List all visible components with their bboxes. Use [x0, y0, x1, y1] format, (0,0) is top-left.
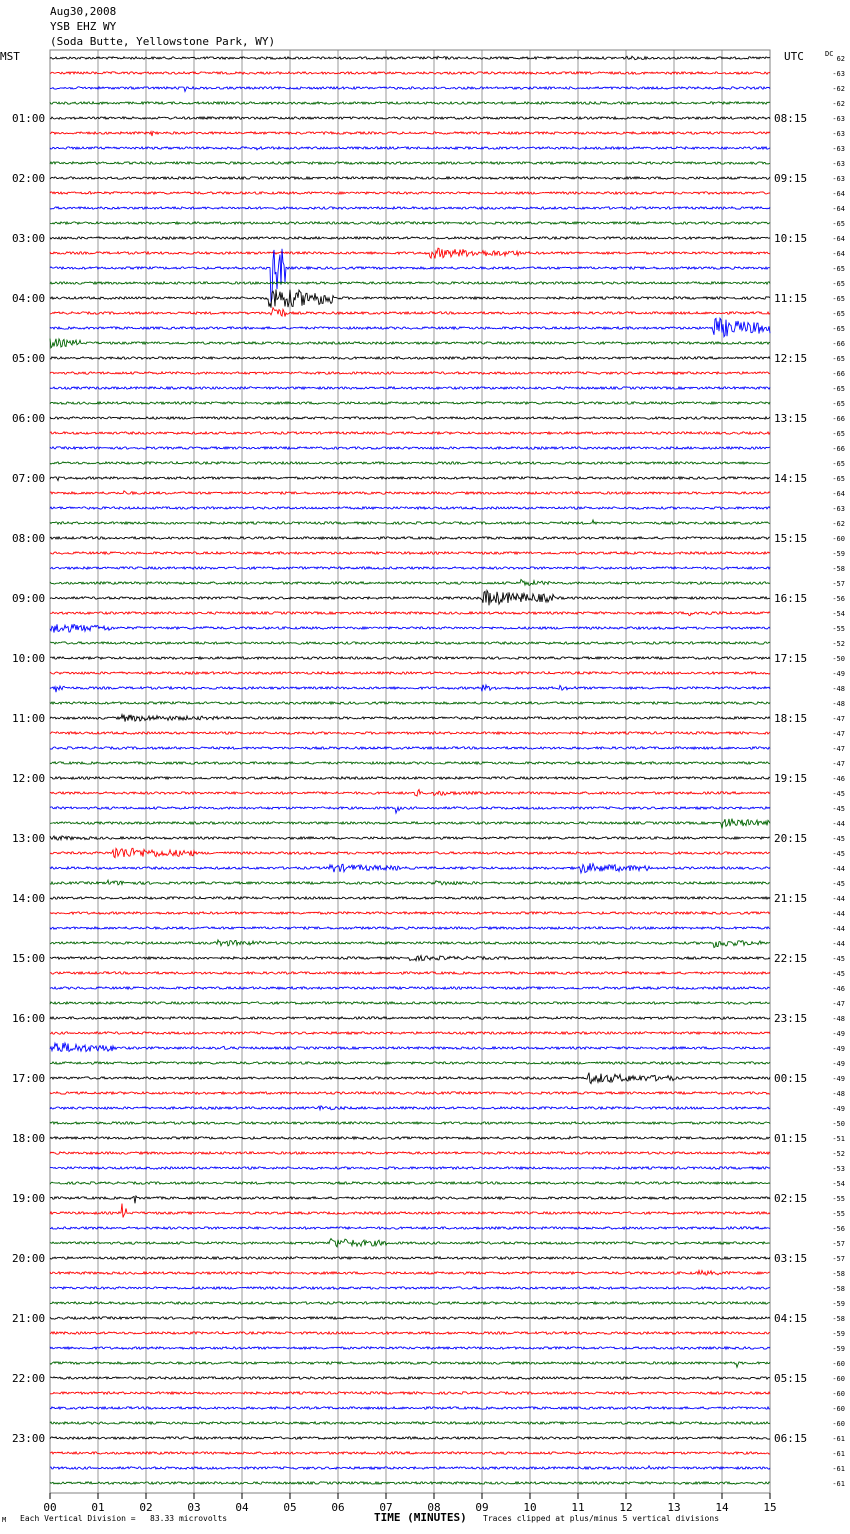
trace-line — [50, 1317, 770, 1319]
left-hour-label: 19:00 — [12, 1192, 46, 1205]
left-hour-label: 12:00 — [12, 772, 46, 785]
left-hour-label: 18:00 — [12, 1132, 46, 1145]
right-hour-label: 11:15 — [774, 292, 808, 305]
right-hour-label: 18:15 — [774, 712, 808, 725]
trace-line — [50, 848, 770, 857]
trace-line — [50, 1392, 770, 1394]
dc-offset-label: -60 — [832, 1405, 845, 1413]
right-hour-label: 23:15 — [774, 1012, 808, 1025]
trace-line — [50, 1227, 770, 1229]
trace-line — [50, 1182, 770, 1184]
x-tick-label: 08 — [427, 1501, 441, 1514]
dc-offset-label: -65 — [832, 295, 845, 303]
corner-mark: M — [2, 1516, 7, 1524]
trace-line — [50, 432, 770, 434]
dc-offset-label: -65 — [832, 430, 845, 438]
trace-line — [50, 222, 770, 224]
trace-line — [50, 672, 770, 674]
left-hour-label: 01:00 — [12, 112, 46, 125]
dc-offset-label: -44 — [832, 895, 845, 903]
left-hour-label: 23:00 — [12, 1432, 46, 1445]
dc-offset-label: -54 — [832, 1180, 845, 1188]
dc-offset-label: 62 — [836, 55, 845, 63]
left-hour-label: 09:00 — [12, 592, 46, 605]
dc-offset-label: -47 — [832, 745, 845, 753]
dc-offset-label: -44 — [832, 820, 845, 828]
trace-line — [50, 1092, 770, 1094]
left-hour-label: 10:00 — [12, 652, 46, 665]
dc-offset-label: -62 — [832, 100, 845, 108]
trace-line — [50, 702, 770, 704]
dc-offset-label: -44 — [832, 910, 845, 918]
right-hour-label: 05:15 — [774, 1372, 808, 1385]
dc-offset-label: -55 — [832, 625, 845, 633]
dc-offset-label: -46 — [832, 775, 845, 783]
right-hour-label: 02:15 — [774, 1192, 808, 1205]
trace-line — [50, 1287, 770, 1289]
trace-line — [50, 1122, 770, 1124]
trace-line — [50, 249, 770, 302]
left-hour-label: 06:00 — [12, 412, 46, 425]
trace-line — [50, 897, 770, 899]
x-tick-label: 03 — [187, 1501, 201, 1514]
dc-offset-label: -60 — [832, 1420, 845, 1428]
trace-line — [50, 477, 770, 481]
trace-line — [50, 552, 770, 554]
dc-offset-label: -45 — [832, 850, 845, 858]
dc-offset-label: -45 — [832, 880, 845, 888]
trace-line — [50, 72, 770, 74]
dc-offset-label: -57 — [832, 580, 845, 588]
left-hour-label: 08:00 — [12, 532, 46, 545]
x-tick-label: 10 — [523, 1501, 537, 1514]
trace-line — [50, 1032, 770, 1034]
x-tick-label: 15 — [763, 1501, 777, 1514]
trace-line — [50, 940, 770, 948]
trace-line — [50, 642, 770, 644]
x-tick-label: 12 — [619, 1501, 633, 1514]
dc-offset-label: -65 — [832, 355, 845, 363]
dc-offset-label: -66 — [832, 415, 845, 423]
dc-offset-label: -61 — [832, 1435, 845, 1443]
trace-line — [50, 1043, 770, 1052]
trace-line — [50, 715, 770, 722]
dc-offset-label: -57 — [832, 1255, 845, 1263]
dc-offset-label: -66 — [832, 370, 845, 378]
trace-line — [50, 1196, 770, 1203]
trace-line — [50, 162, 770, 164]
station-code: YSB EHZ WY — [50, 20, 117, 33]
dc-offset-label: -47 — [832, 760, 845, 768]
dc-offset-label: -61 — [832, 1480, 845, 1488]
trace-line — [50, 863, 770, 873]
right-hour-label: 03:15 — [774, 1252, 808, 1265]
dc-offset-label: -65 — [832, 460, 845, 468]
clip-note: Traces clipped at plus/minus 5 vertical divisions — [483, 1514, 720, 1523]
dc-offset-label: -60 — [832, 1360, 845, 1368]
dc-offset-label: -63 — [832, 70, 845, 78]
trace-line — [50, 1106, 770, 1110]
trace-line — [50, 372, 770, 374]
dc-offset-label: -65 — [832, 385, 845, 393]
right-hour-label: 20:15 — [774, 832, 808, 845]
dc-offset-label: -58 — [832, 565, 845, 573]
trace-line — [50, 289, 770, 307]
x-axis-title: TIME (MINUTES) — [374, 1511, 467, 1524]
trace-line — [50, 1347, 770, 1349]
right-hour-label: 00:15 — [774, 1072, 808, 1085]
trace-line — [50, 790, 770, 797]
dc-offset-label: -50 — [832, 1120, 845, 1128]
trace-line — [50, 1466, 770, 1469]
x-tick-label: 14 — [715, 1501, 729, 1514]
dc-offset-label: -60 — [832, 1375, 845, 1383]
right-hour-label: 15:15 — [774, 532, 808, 545]
left-timezone-label: MST — [0, 50, 20, 63]
left-hour-label: 05:00 — [12, 352, 46, 365]
plot-frame — [50, 50, 770, 1493]
dc-offset-label: -60 — [832, 1390, 845, 1398]
trace-line — [50, 1257, 770, 1259]
trace-line — [50, 1152, 770, 1154]
trace-line — [50, 357, 770, 359]
dc-offset-label: -52 — [832, 1150, 845, 1158]
dc-offset-label: -65 — [832, 475, 845, 483]
trace-line — [50, 491, 770, 495]
trace-line — [50, 520, 770, 524]
vertical-division-note: Each Vertical Division = 83.33 microvolts — [20, 1514, 228, 1523]
right-hour-label: 12:15 — [774, 352, 808, 365]
trace-line — [50, 462, 770, 464]
dc-offset-label: -55 — [832, 1195, 845, 1203]
trace-line — [50, 580, 770, 586]
trace-line — [50, 87, 770, 92]
dc-offset-label: -51 — [832, 1135, 845, 1143]
left-hour-label: 11:00 — [12, 712, 46, 725]
dc-offset-label: -64 — [832, 250, 845, 258]
dc-offset-label: -57 — [832, 1240, 845, 1248]
dc-offset-label: -49 — [832, 1060, 845, 1068]
dc-offset-label: -49 — [832, 1105, 845, 1113]
trace-line — [50, 612, 770, 616]
chart-date: Aug30,2008 — [50, 5, 117, 18]
trace-line — [50, 624, 770, 632]
dc-offset-label: -45 — [832, 970, 845, 978]
right-hour-label: 06:15 — [774, 1432, 808, 1445]
dc-offset-label: -66 — [832, 340, 845, 348]
left-hour-label: 13:00 — [12, 832, 46, 845]
right-hour-label: 16:15 — [774, 592, 808, 605]
trace-line — [50, 447, 770, 449]
dc-offset-label: -55 — [832, 1210, 845, 1218]
dc-offset-label: -63 — [832, 130, 845, 138]
right-hour-label: 01:15 — [774, 1132, 808, 1145]
left-hour-label: 15:00 — [12, 952, 46, 965]
dc-offset-label: -65 — [832, 325, 845, 333]
dc-offset-label: -58 — [832, 1315, 845, 1323]
trace-line — [50, 747, 770, 749]
dc-offset-label: -49 — [832, 670, 845, 678]
dc-header-label: DC — [825, 50, 834, 58]
trace-line — [50, 192, 770, 195]
trace-line — [50, 402, 770, 404]
dc-offset-label: -47 — [832, 730, 845, 738]
dc-offset-label: -44 — [832, 865, 845, 873]
right-hour-label: 17:15 — [774, 652, 808, 665]
dc-offset-label: -62 — [832, 520, 845, 528]
trace-line — [50, 1377, 770, 1379]
trace-line — [50, 1302, 770, 1304]
dc-offset-label: -59 — [832, 550, 845, 558]
dc-offset-label: -44 — [832, 940, 845, 948]
trace-line — [50, 1204, 770, 1218]
x-tick-label: 02 — [139, 1501, 153, 1514]
right-hour-label: 19:15 — [774, 772, 808, 785]
left-hour-label: 14:00 — [12, 892, 46, 905]
trace-line — [50, 1407, 770, 1409]
trace-line — [50, 117, 770, 119]
trace-line — [50, 685, 770, 692]
left-hour-label: 22:00 — [12, 1372, 46, 1385]
right-timezone-label: UTC — [784, 50, 804, 63]
dc-offset-label: -65 — [832, 310, 845, 318]
trace-line — [50, 1239, 770, 1247]
x-tick-label: 00 — [43, 1501, 57, 1514]
left-hour-label: 02:00 — [12, 172, 46, 185]
trace-line — [50, 762, 770, 764]
left-hour-label: 20:00 — [12, 1252, 46, 1265]
dc-offset-label: -64 — [832, 490, 845, 498]
right-hour-label: 09:15 — [774, 172, 808, 185]
trace-line — [50, 1422, 770, 1424]
x-tick-label: 04 — [235, 1501, 249, 1514]
left-hour-label: 17:00 — [12, 1072, 46, 1085]
dc-offset-label: -46 — [832, 985, 845, 993]
dc-offset-label: -64 — [832, 190, 845, 198]
dc-offset-label: -54 — [832, 610, 845, 618]
left-hour-label: 03:00 — [12, 232, 46, 245]
left-hour-label: 21:00 — [12, 1312, 46, 1325]
trace-line — [50, 1362, 770, 1368]
trace-line — [50, 1136, 770, 1139]
trace-line — [50, 237, 770, 239]
dc-offset-label: -63 — [832, 115, 845, 123]
dc-offset-label: -56 — [832, 595, 845, 603]
right-hour-label: 14:15 — [774, 472, 808, 485]
left-hour-label: 07:00 — [12, 472, 46, 485]
dc-offset-label: -48 — [832, 1015, 845, 1023]
x-tick-label: 11 — [571, 1501, 585, 1514]
trace-line — [50, 537, 770, 539]
seismic-traces — [50, 56, 770, 1484]
trace-line — [50, 807, 770, 813]
trace-line — [50, 1017, 770, 1019]
dc-offset-label: -63 — [832, 160, 845, 168]
trace-line — [50, 147, 770, 150]
trace-line — [50, 177, 770, 179]
right-hour-label: 13:15 — [774, 412, 808, 425]
trace-line — [50, 912, 770, 914]
x-tick-label: 07 — [379, 1501, 393, 1514]
dc-offset-label: -65 — [832, 265, 845, 273]
x-tick-label: 01 — [91, 1501, 105, 1514]
dc-offset-label: -53 — [832, 1165, 845, 1173]
right-hour-label: 10:15 — [774, 232, 808, 245]
dc-offset-label: -59 — [832, 1330, 845, 1338]
trace-line — [50, 339, 770, 348]
dc-offset-label: -65 — [832, 280, 845, 288]
x-tick-label: 05 — [283, 1501, 297, 1514]
trace-line — [50, 836, 770, 840]
dc-offset-label: -48 — [832, 700, 845, 708]
right-hour-label: 08:15 — [774, 112, 808, 125]
dc-offset-label: -48 — [832, 685, 845, 693]
trace-line — [50, 1073, 770, 1084]
trace-line — [50, 777, 770, 779]
dc-offset-label: -49 — [832, 1045, 845, 1053]
trace-line — [50, 972, 770, 974]
trace-line — [50, 732, 770, 734]
dc-offset-label: -44 — [832, 925, 845, 933]
dc-offset-label: -48 — [832, 1090, 845, 1098]
trace-line — [50, 308, 770, 317]
left-hour-label: 16:00 — [12, 1012, 46, 1025]
dc-offset-label: -45 — [832, 805, 845, 813]
dc-offset-label: -66 — [832, 445, 845, 453]
trace-line — [50, 1271, 770, 1276]
dc-offset-label: -52 — [832, 640, 845, 648]
dc-offset-label: -45 — [832, 835, 845, 843]
trace-line — [50, 1167, 770, 1169]
dc-offset-label: -61 — [832, 1450, 845, 1458]
dc-offset-label: -50 — [832, 655, 845, 663]
right-hour-label: 21:15 — [774, 892, 808, 905]
dc-offset-label: -63 — [832, 505, 845, 513]
station-location: (Soda Butte, Yellowstone Park, WY) — [50, 35, 276, 48]
trace-line — [50, 591, 770, 606]
trace-line — [50, 1332, 770, 1334]
trace-line — [50, 1437, 770, 1439]
trace-line — [50, 282, 770, 284]
dc-offset-label: -59 — [832, 1345, 845, 1353]
trace-line — [50, 1452, 770, 1454]
trace-line — [50, 567, 770, 569]
trace-line — [50, 102, 770, 104]
dc-offset-label: -58 — [832, 1270, 845, 1278]
trace-line — [50, 507, 770, 509]
right-hour-label: 22:15 — [774, 952, 808, 965]
dc-offset-label: -56 — [832, 1225, 845, 1233]
trace-line — [50, 956, 770, 961]
trace-line — [50, 1002, 770, 1004]
dc-offset-label: -59 — [832, 1300, 845, 1308]
dc-offset-label: -45 — [832, 955, 845, 963]
dc-offset-label: -65 — [832, 400, 845, 408]
trace-line — [50, 1062, 770, 1064]
right-hour-label: 04:15 — [774, 1312, 808, 1325]
left-hour-label: 04:00 — [12, 292, 46, 305]
trace-line — [50, 207, 770, 209]
trace-line — [50, 387, 770, 389]
dc-offset-label: -47 — [832, 715, 845, 723]
trace-line — [50, 880, 770, 885]
trace-line — [50, 417, 770, 420]
trace-line — [50, 56, 770, 60]
dc-offset-label: -62 — [832, 85, 845, 93]
dc-offset-label: -65 — [832, 220, 845, 228]
dc-offset-label: -63 — [832, 175, 845, 183]
dc-offset-label: -49 — [832, 1030, 845, 1038]
dc-offset-label: -61 — [832, 1465, 845, 1473]
trace-line — [50, 1482, 770, 1484]
trace-line — [50, 131, 770, 136]
x-tick-label: 09 — [475, 1501, 489, 1514]
dc-offset-label: -63 — [832, 145, 845, 153]
dc-offset-label: -60 — [832, 535, 845, 543]
x-tick-label: 13 — [667, 1501, 681, 1514]
trace-line — [50, 248, 770, 258]
dc-offset-label: -49 — [832, 1075, 845, 1083]
trace-line — [50, 987, 770, 989]
trace-line — [50, 819, 770, 829]
dc-offset-label: -64 — [832, 205, 845, 213]
trace-line — [50, 318, 770, 336]
dc-offset-label: -45 — [832, 790, 845, 798]
axis-labels — [0, 50, 845, 1514]
dc-offset-label: -47 — [832, 1000, 845, 1008]
trace-line — [50, 657, 770, 659]
trace-line — [50, 927, 770, 929]
x-tick-label: 06 — [331, 1501, 345, 1514]
dc-offset-label: -58 — [832, 1285, 845, 1293]
dc-offset-label: -64 — [832, 235, 845, 243]
